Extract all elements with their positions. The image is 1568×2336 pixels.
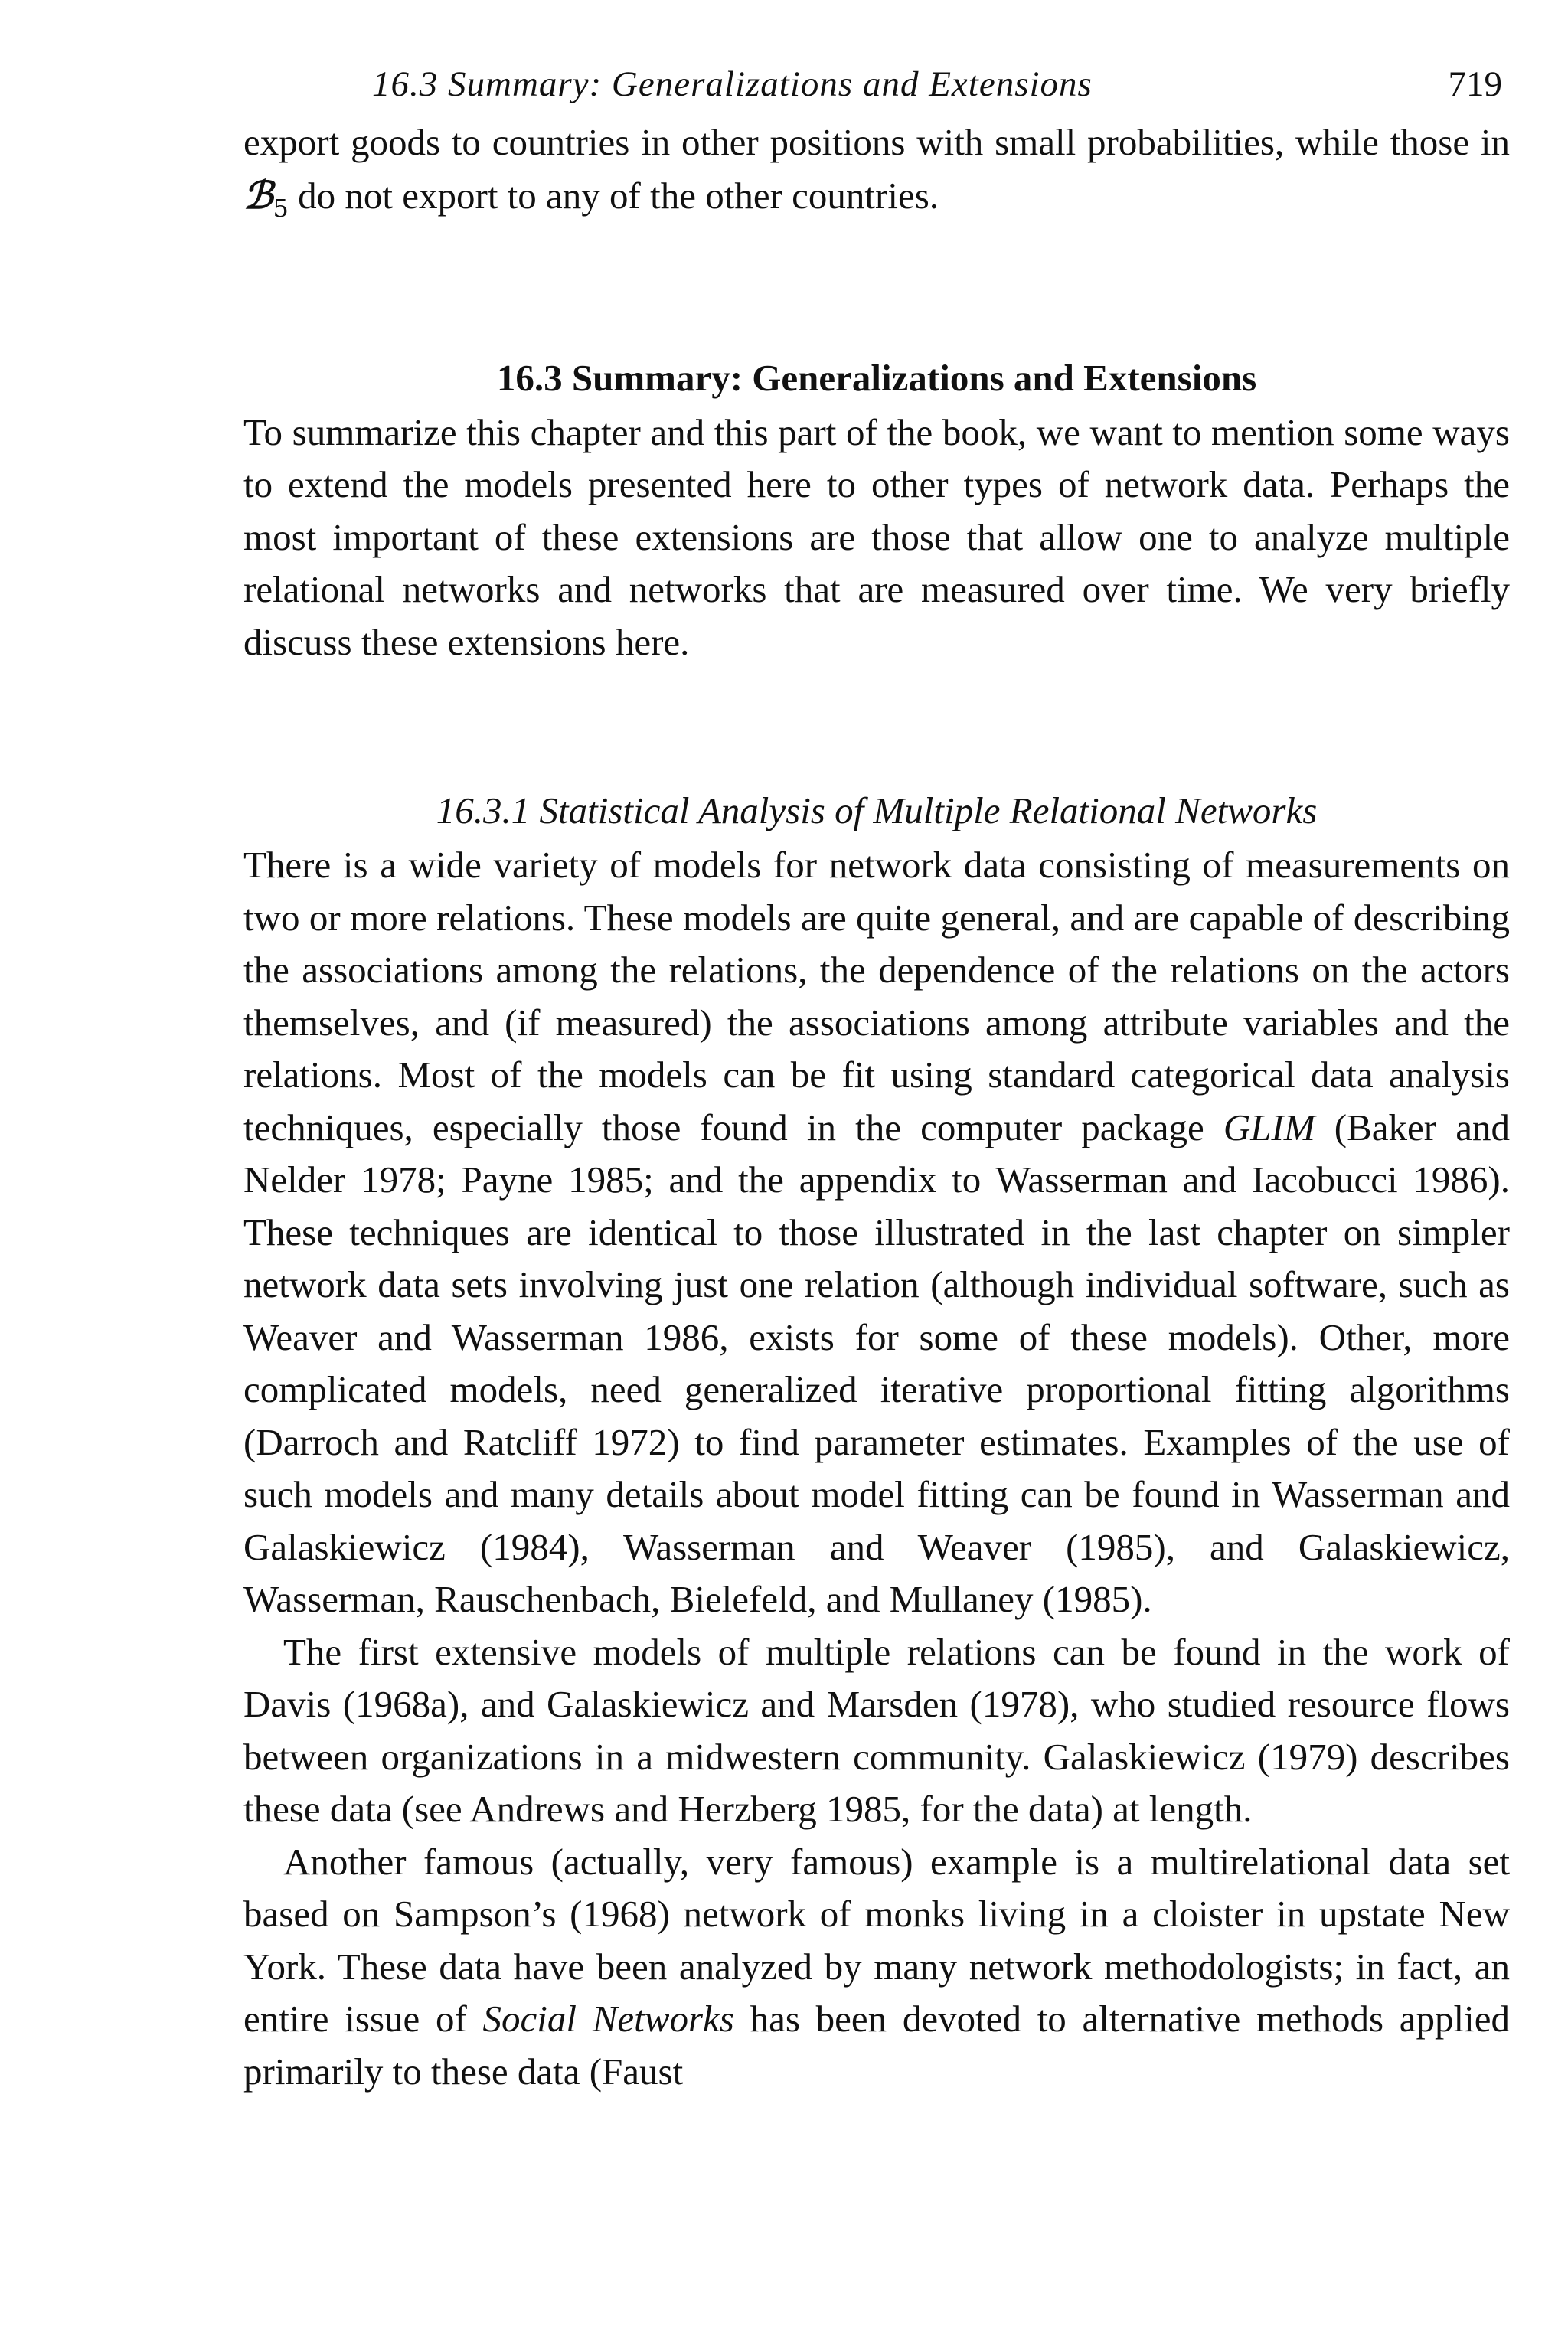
partition-symbol <box>243 172 289 223</box>
section-heading: 16.3 Summary: Generalizations and Extensions <box>496 356 1257 399</box>
body-paragraph-1 <box>243 839 1510 1626</box>
page-number: 719 <box>1448 64 1502 104</box>
body-paragraph-3-part-b: has been devoted to alternative methods applied primarily to these data (Faust <box>243 1998 1511 2093</box>
book-page <box>243 54 1510 2098</box>
carryover-paragraph <box>243 116 1510 234</box>
software-name-glim: GLIM <box>1223 1106 1315 1148</box>
body-paragraph-3 <box>243 1836 1510 2099</box>
partition-symbol-letter: ℬ <box>243 172 273 217</box>
carryover-line-1: export goods to countries in other positions with small probabilities, <box>243 121 1285 163</box>
section-intro-paragraph: To summarize this chapter and this part of the book, we want to mention some ways to extend the models presented here to other types of network data. Perhaps the most important of these extensions are those that allow one to analyze multiple relational networks and networks that are measured over time. We very briefly discuss these extensions here. <box>243 410 1510 663</box>
body-paragraph-3-part-a: Another famous (actually, very famous) example is a multirelational data set based on Sampson’s (1968) network of monks living in a cloister in upstate New York. These data have been analyzed by many network methodologists; in fact, an entire issue of <box>243 1840 1510 2040</box>
running-head-title: 16.3 Summary: Generalizations and Extensions <box>372 64 1093 104</box>
carryover-line-2-end: do not export to any of the other countries. <box>288 174 939 217</box>
running-head <box>243 54 1510 115</box>
body-paragraph-1-part-b: (Baker and Nelder 1978; Payne 1985; and the appendix to Wasserman and Iacobucci 1986). These techniques are identical to those illustrated in the last chapter on simpler network data sets involving just one relation (although individual software, such as Weaver and Wasserman 1986, exists for some of these models). Other, more complicated models, need generalized iterative proportional fitting algorithms (Darroch and Ratcliff 1972) to find parameter estimates. Examples of the use of such models and many details about model fitting can be found in Wasserman and Galaskiewicz (1984), Wasserman and Weaver (1985), and Galaskiewicz, Wasserman, Rauschenbach, Bielefeld, and Mullaney (1985). <box>243 1106 1510 1621</box>
carryover-line-2-start: while those in <box>1295 121 1510 163</box>
body-paragraph-2: The first extensive models of multiple relations can be found in the work of Davis (1968a), and Galaskiewicz and Marsden (1978), who studied resource flows between organizations in a midwestern community. Galaskiewicz (1979) describes these data (see Andrews and Herzberg 1985, for the data) at length. <box>243 1630 1510 1831</box>
partition-symbol-subscript: 5 <box>273 193 289 223</box>
body-paragraph-1-part-a: There is a wide variety of models for network data consisting of measurements on two or more relations. These models are quite general, and are capable of describing the associations among the relations, the dependence of the relations on the actors themselves, and (if measured) the associations among attribute variables and the relations. Most of the models can be fit using standard categorical data analysis techniques, especially those found in the computer package <box>243 844 1510 1148</box>
journal-name: Social Networks <box>482 1998 734 2040</box>
subsection-heading: 16.3.1 Statistical Analysis of Multiple Relational Networks <box>436 789 1318 832</box>
